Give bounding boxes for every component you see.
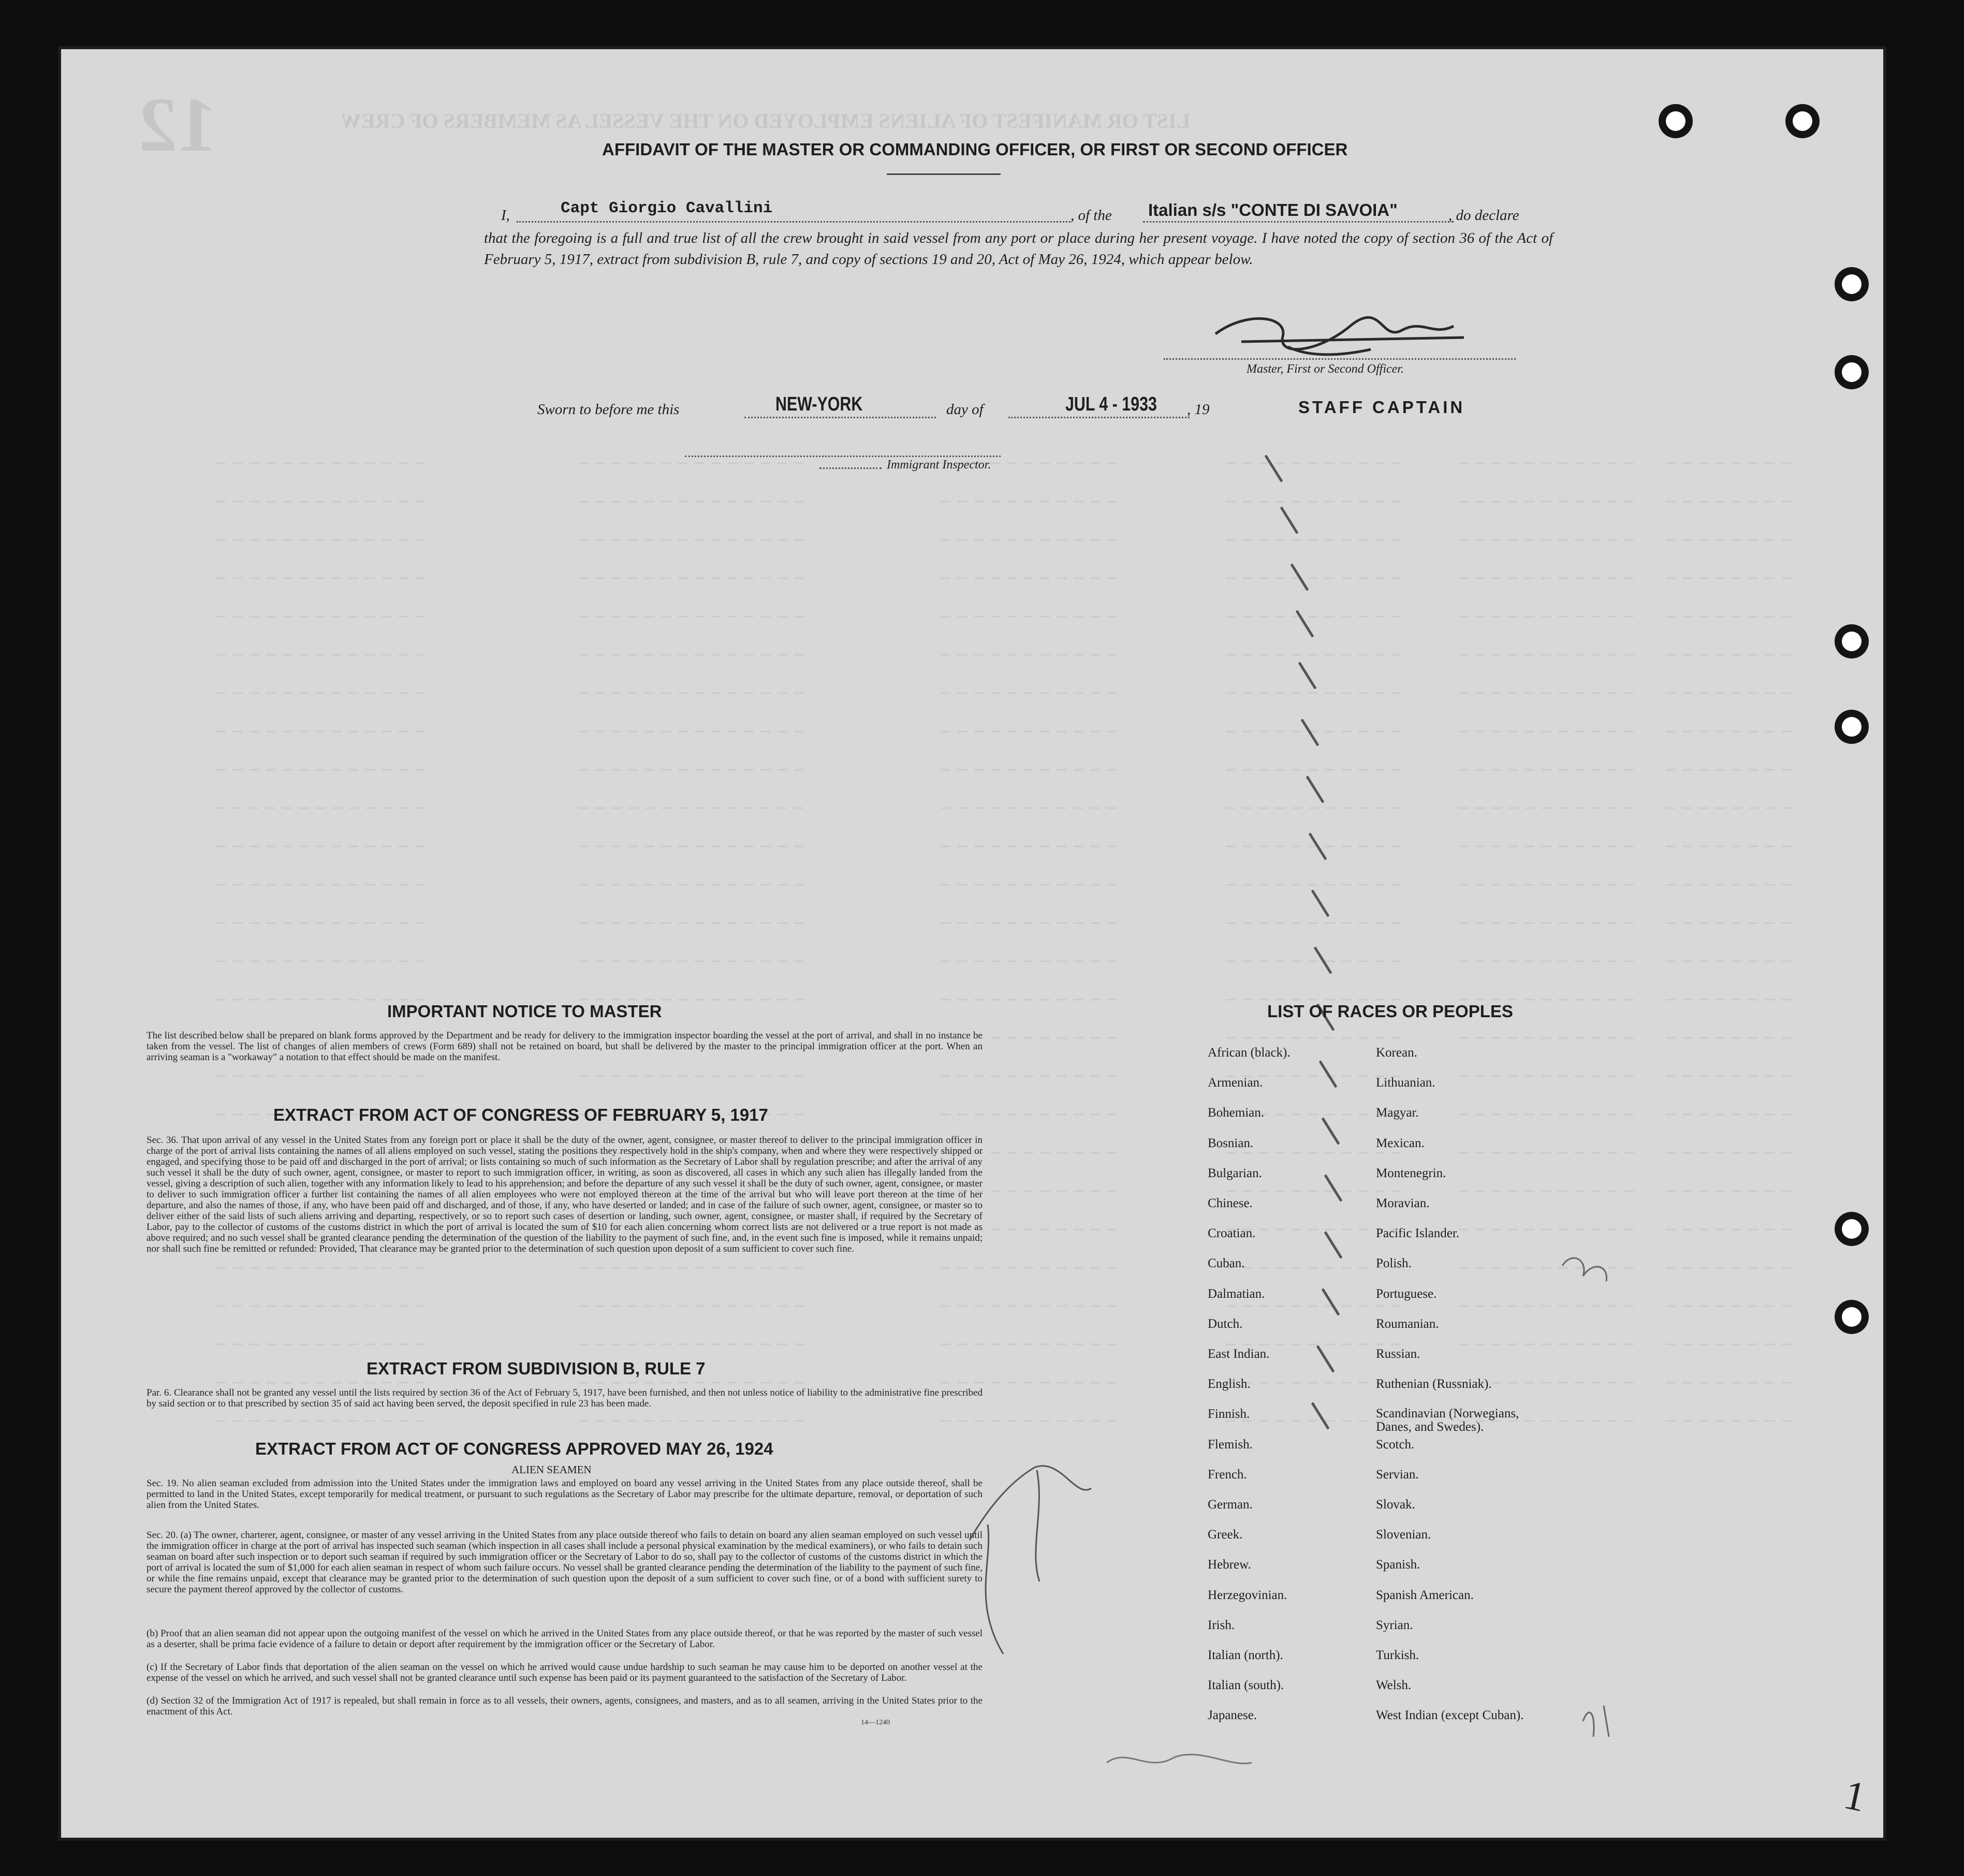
race-item: Italian (north). [1208,1648,1283,1662]
affidavit-title: AFFIDAVIT OF THE MASTER OR COMMANDING OFFICER, OR FIRST OR SECOND OFFICER [602,140,1348,159]
race-item: Pacific Islander. [1376,1226,1460,1241]
pencil-scribbles [61,49,1883,1838]
inspector-caption: Immigrant Inspector. [887,458,991,472]
race-item: Slovenian. [1376,1528,1431,1542]
sec-20b-text: (b) Proof that an alien seaman did not appear upon the outgoing manifest of the vessel on which he arrived in the United States from any place outside thereof, or that he was reported by the master of such vessel as a deserter, shall be prima facie evidence of a failure to detain or deport after requirement by the immigration officer or the Secretary of Labor. [146,1628,983,1650]
notice-title: IMPORTANT NOTICE TO MASTER [387,1002,662,1021]
sec-19-text: Sec. 19. No alien seaman excluded from admission into the United States under the immigration laws and employed on board any vessel arriving in the United States from any place outside thereof, shall be permitted to land in the United States, except temporarily for medical treatment, or pursuant to such regulations as the Secretary of Labor may prescribe for the ultimate departure, removal, or deportation of such alien from the United States. [146,1478,983,1511]
race-item: Slovak. [1376,1498,1415,1512]
form-number: 14—1240 [861,1719,890,1726]
race-item: Servian. [1376,1467,1419,1482]
sec-20c-text: (c) If the Secretary of Labor finds that deportation of the alien seaman on the vessel on which he arrived would cause undue hardship to such seaman he may cause him to be deported on another vessel at the expense of the vessel on which he arrived, and such vessel shall not be granted clearance until such expense has been paid or its payment guaranteed to the satisfaction of the Secretary of Labor. [146,1662,983,1683]
notice-body: The list described below shall be prepared on blank forms approved by the Department and be ready for delivery to the immigration inspector boarding the vessel at the port of arrival, and shall in no instance be taken from the vessel. The list of changes of alien members of crews (Form 689) shall not be retained on board, but shall be delivered by the master to the principal immigration officer at the port. When an arriving seaman is a "workaway" a notation to that effect should be made on the manifest. [146,1030,983,1063]
sworn-prefix: Sworn to before me this [537,401,680,418]
extract-1917-title: EXTRACT FROM ACT OF CONGRESS OF FEBRUARY 5, 1917 [273,1105,768,1124]
sec-20d-text: (d) Section 32 of the Immigration Act of 1917 is repealed, but shall remain in force as to all vessels, their owners, agents, consignees, and masters, and as to all seamen, arriving in the United States prior to the enactment of this Act. [146,1695,983,1717]
race-item: Bosnian. [1208,1136,1254,1150]
race-item: French. [1208,1467,1247,1482]
race-item: Armenian. [1208,1076,1263,1090]
signature-caption: Master, First or Second Officer. [1247,362,1404,376]
race-item: Magyar. [1376,1106,1419,1120]
race-item: Mexican. [1376,1136,1425,1150]
manifest-page [61,49,1883,1838]
race-item: Finnish. [1208,1407,1250,1421]
race-item: Moravian. [1376,1196,1430,1210]
race-item: Chinese. [1208,1196,1253,1210]
race-item: English. [1208,1377,1251,1391]
race-item: Japanese. [1208,1708,1257,1723]
race-item: African (black). [1208,1046,1291,1060]
race-item: Herzegovinian. [1208,1588,1287,1602]
race-item: Ruthenian (Russniak). [1376,1377,1492,1391]
extract-rule7-title: EXTRACT FROM SUBDIVISION B, RULE 7 [367,1359,706,1378]
bottom-right-mark: 1 [1840,1771,1870,1821]
race-item: Spanish. [1376,1558,1420,1572]
bleed-through-page-number: 12 [139,82,216,168]
race-item: Bohemian. [1208,1106,1265,1120]
extract-1924-title: EXTRACT FROM ACT OF CONGRESS APPROVED MAY 26, 1924 [255,1439,773,1458]
declaration-pronoun: I, [501,207,510,224]
master-name: Capt Giorgio Cavallini [561,199,773,217]
race-item: Lithuanian. [1376,1076,1435,1090]
bleed-through-header: LIST OR MANIFEST OF ALIENS EMPLOYED ON THE VESSEL AS MEMBERS OF CREW [341,109,1191,133]
race-item: Turkish. [1376,1648,1419,1662]
extract-rule7-body: Par. 6. Clearance shall not be granted any vessel until the lists required by section 36 of the Act of February 5, 1917, have been furnished, and then not unless notice of liability to the administrative fine prescribed by said section or to that prescribed by section 35 of said act having been served, the deposit specified in rule 23 has been made. [146,1387,983,1409]
officer-rank: STAFF CAPTAIN [1298,398,1465,417]
race-item: Montenegrin. [1376,1166,1446,1180]
race-item: Syrian. [1376,1618,1413,1632]
race-item: Cuban. [1208,1256,1245,1271]
race-item: German. [1208,1498,1253,1512]
race-item: Dalmatian. [1208,1286,1265,1301]
race-item: Scotch. [1376,1437,1415,1452]
race-item: Scandinavian (Norwegians, Danes, and Swedes). [1376,1406,1519,1434]
race-item: Italian (south). [1208,1678,1284,1693]
race-item: East Indian. [1208,1347,1270,1361]
race-item: Hebrew. [1208,1558,1251,1572]
race-item: Welsh. [1376,1678,1412,1693]
race-item: Spanish American. [1376,1588,1474,1602]
race-item: Dutch. [1208,1316,1243,1331]
race-item: Flemish. [1208,1437,1253,1452]
date-stamp: JUL 4 - 1933 [1065,393,1157,415]
extract-1924-subtitle: ALIEN SEAMEN [511,1463,592,1476]
race-item: Irish. [1208,1618,1235,1632]
affidavit-statement: that the foregoing is a full and true list of all the crew brought in said vessel from any port or place during her present voyage. I have noted the copy of section 36 of the Act of February 5, 1917, extract from subdivision B, rule 7, and copy of sections 19 and 20, Act of May 26, 1924, which appear below. [484,230,1553,268]
race-item: Roumanian. [1376,1316,1439,1331]
race-item: Polish. [1376,1256,1412,1271]
race-item: Bulgarian. [1208,1166,1262,1180]
of-the-label: , of the [1071,207,1112,224]
races-title: LIST OF RACES OR PEOPLES [1267,1002,1513,1021]
race-item: Korean. [1376,1046,1417,1060]
sec-20a-text: Sec. 20. (a) The owner, charterer, agent, consignee, or master of any vessel arriving in the United States from any place outside thereof who fails to detain on board any alien seaman employed on such vessel until the immigration officer in charge at the port of arrival has inspected such seaman (which inspection in all cases shall include a personal physical examination by the medical examiners), or who fails to detain such seaman on board after such inspection or to deport such seaman if required by such immigration officer or the Secretary of Labor to do so, shall pay to the collector of customs of the customs district in which the port of arrival is located the sum of $1,000 for each alien seaman in respect of whom such failure occurs. No vessel shall be granted clearance pending the determination of the liability to the payment of such fine, or while the fine remains unpaid, except that clearance may be granted prior to the determination of such question upon the deposit of a sum sufficient to cover such fine, or of a bond with sufficient surety to secure the payment thereof approved by the collector of customs. [146,1530,983,1595]
extract-1917-body: Sec. 36. That upon arrival of any vessel in the United States from any foreign port or place it shall be the duty of the owner, agent, consignee, or master thereof to deliver to the principal immigration officer in charge of the port of arrival lists containing the names of all aliens employed on such vessel, stating the positions they respectively hold in the ship's company, when and where they were respectively shipped or engaged, and specifying those to be paid off and discharged in the port of arrival; or lists containing so much of such information as the Secretary of Labor shall by regulation prescribe; and after the arrival of any such vessel it shall be the duty of such owner, agent, consignee, or master to report to such immigration officer, in writing, as soon as discovered, all cases in which any such alien has illegally landed from the vessel, giving a description of such alien, together with any information likely to lead to his apprehension; and before the departure of any such vessel it shall be the duty of such owner, agent, consignee, or master to deliver to such immigration officer a further list containing the names of all alien employees who were not employed thereon at the time of the arrival but who will leave port thereon at the time of her departure, and also the names of those, if any, who have been paid off and discharged, and of those, if any, who have deserted or landed; and in case of the failure of such owner, agent, consignee, or master so to deliver either of the said lists of such aliens arriving and departing, respectively, or so to report such cases of desertion or landing, such owner, agent, consignee, or master shall, if required by the Secretary of Labor, pay to the collector of customs of the customs district in which the port of arrival is located the sum of $10 for each alien concerning whom correct lists are not delivered or a true report is not made as above required; and no such vessel shall be granted clearance pending the determination of the question of the liability to the payment of such fine, and, in the event such fine is imposed, while it remains unpaid; nor shall such fine be remitted or refunded: Provided, That clearance may be granted prior to the determination of such question upon deposit of a sum sufficient to cover such fine. [146,1135,983,1254]
race-item: Croatian. [1208,1226,1256,1241]
do-declare-label: , do declare [1448,207,1519,224]
sworn-place: NEW-YORK [775,393,863,415]
race-item: Portuguese. [1376,1286,1437,1301]
day-of-label: day of [946,401,984,418]
vessel-name: Italian s/s "CONTE DI SAVOIA" [1148,200,1398,219]
race-item: West Indian (except Cuban). [1376,1708,1524,1723]
year-prefix: , 19 [1187,401,1210,418]
race-item: Russian. [1376,1347,1420,1361]
race-item: Greek. [1208,1528,1243,1542]
